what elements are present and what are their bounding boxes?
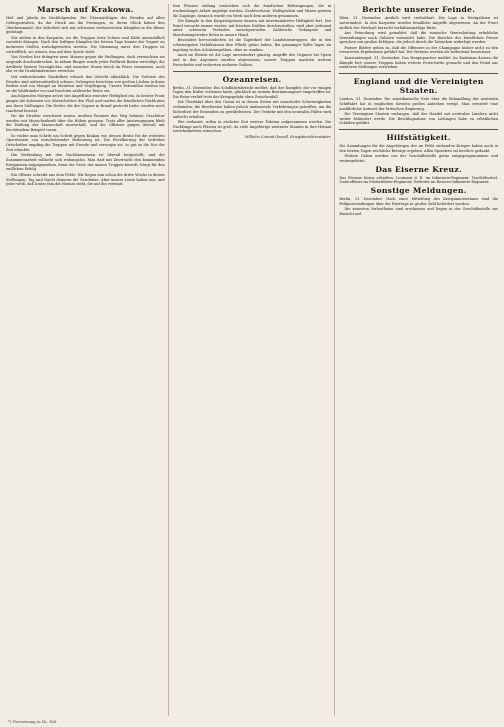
article-heading: Marsch auf Krakowa. — [37, 5, 134, 14]
columns — [6, 4, 498, 716]
paragraph: Wien, 31. Dezember. Amtlich wird verlautbart: Die Lage in Westgalizien ist unverändert. In den Karpaten wurden feindliche Angriffe abgewiesen. An der Front südlich der Weichsel herrscht verhältnismäßige Ruhe. — [339, 16, 499, 30]
footnote: *) Fortsetzung in Nr. 366. — [8, 719, 58, 724]
article-heading: Berichte unserer Feinde. — [362, 5, 476, 14]
paragraph: Wir stehen in den Karpaten, wo die Truppen trotz Schnee und Kälte unermüdlich vorwärts drängen. Nach den heftigen Kämpfen der letzten Tage konnte der Gegner an mehreren Stellen zurückgeworfen werden. Die Stimmung unter den Truppen ist vortrefflich, sie wissen, was auf dem Spiele steht. — [6, 35, 165, 54]
paragraph: Von Norden her drängten neue Massen gegen die Stellungen, doch vermochten sie nirgends durchzubrechen. In zähem Ringen wurde jeder Fußbreit Boden verteidigt; die Artillerie leistete Vorzügliches, und mancher Sturm brach im Feuer zusammen, noch ehe er die Drahthindernisse erreichte. — [6, 55, 165, 74]
paragraph: Die Überfahrt über den Ozean ist in diesen Zeiten mit mancherlei Schwierigkeiten verbunden; die Reedereien haben jedoch umfassende Vorkehrungen getroffen, um die Sicherheit der Reisenden zu gewährleisten. Der Verkehr mit den neutralen Häfen wird aufrecht erhalten. — [172, 100, 332, 119]
paragraph: Die Kämpfe in den Karpatenpässen dauern mit unverminderter Heftigkeit fort. Der Feind versucht immer wieder, mit frischen Kräften durchzustoßen, wird aber jedesmal unter schweren Verlusten zurückgeworfen. Zahlreiche Gefangene und Maschinengewehre fielen in unsere Hand. — [172, 18, 332, 38]
paragraph: Am folgenden Morgen setzte der Angriff mit erneuter Heftigkeit ein. In breiter Front gingen die Kolonnen vor, überschritten den Fluß und warfen die feindlichen Nachhuten aus ihren Stellungen. Die Dörfer, die der Gegner in Brand gesteckt hatte, wurden noch rauchend besetzt. — [6, 94, 165, 113]
paragraph: Ein Offizier schreibt aus dem Felde: Wir liegen nun schon die dritte Woche in diesen Stellungen; Tag und Nacht donnern die Geschütze. Aber unsere Leute halten aus, und jeder weiß, daß hinter ihm die Heimat steht, die auf ihn vertraut. — [6, 172, 165, 187]
column-1 — [6, 4, 169, 716]
article-heading: Ozeanreisen. — [222, 74, 282, 84]
paragraph: Wo die Straßen verschneit waren, mußten Pioniere den Weg bahnen; Geschütze wurden mit Menschenkraft über die Höhen gezogen. Trotz aller Anstrengungen blieb die Haltung der Mannschaft musterhaft, und die Offiziere gingen überall mit leuchtendem Beispiel voran. — [6, 113, 165, 133]
article-heading: Das Eiserne Kreuz. — [375, 164, 462, 174]
paragraph: Den Flüssen entlang erstrecken sich die feindlichen Befestigungen, die in wochenlanger Arbeit angelegt wurden. Drahtverhaue, Wolfsgruben und Minen sperren die Zugänge; dennoch wurde ein Werk nach dem anderen genommen. — [172, 4, 332, 18]
paragraph: Weitere Gaben werden von der Geschäftsstelle gerne entgegengenommen und weitergeleitet. — [339, 154, 499, 163]
paragraph: Berlin, 31. Dezember. Nach einer Mitteilung des Kriegsministeriums sind die Feldpostsendungen über die Feiertage in großer Zahl befördert worden. — [339, 197, 499, 206]
paragraph: Besonders hervorzuheben ist die Tapferkeit der Landsturmtruppen, die in den schwierigsten Verhältnissen ihre Pflicht getan haben. Bei grimmiger Kälte lagen sie tagelang in den Schützengräben, ohne zu wanken. — [172, 38, 332, 52]
divider — [173, 71, 332, 72]
paragraph: Die Verbindung mit den Nachbararmeen ist überall hergestellt, und die Zusammenarbeit vollzieht sich reibungslos. Man darf mit Zuversicht den kommenden Ereignissen entgegensehen, denn der Geist, der unsere Truppen beseelt, bürgt für den endlichen Erfolg. — [6, 153, 165, 172]
paragraph: Pariser Blätter geben zu, daß die Offensive in der Champagne bisher nicht zu den erwarteten Ergebnissen geführt hat. Die Verluste werden als bedeutend bezeichnet. — [339, 45, 499, 55]
paragraph: Das Eiserne Kreuz erhielten: Leutnant d. R. im Infanterie-Regiment; Vizefeldwebel; Unteroffizier im Feldartillerie-Regiment; Gefreiter im Reserve-Infanterie-Regiment. — [339, 175, 499, 185]
paragraph: Wie verlautet, sollen in nächster Zeit weitere Fahrten aufgenommen werden. Die Nachfrage nach Plätzen ist groß, da viele Angehörige neutraler Staaten in ihre Heimat zurückzukehren wünschen. — [172, 119, 332, 134]
paragraph: Konstantinopel, 31. Dezember. Das Hauptquartier meldet: Im Kaukasus dauern die Kämpfe fort; unsere Truppen haben weitere Fortschritte gemacht und den Feind aus mehreren Stellungen vertrieben. — [339, 55, 499, 70]
paragraph: Heil und Jubeln im Nachfolgenden. Die Übermächtigen des Feindes auf allen Gebirgsstraßen, da der Druck um die Festungen, zu ihrem Glück haben den Oberkommand; der Mittelteil sich mit schweren verlustreichen Kämpfen in die Ebene gedrängt. — [6, 16, 165, 35]
article-heading: England und die Vereinigten Staaten. — [353, 77, 484, 96]
article-heading: Sonstige Meldungen. — [370, 186, 467, 196]
signature: Wilhelm Conrad Gomoll, Kriegsberichterstatter. — [245, 134, 332, 139]
paragraph: Die Sammlungen für die Angehörigen der im Felde stehenden Krieger haben auch in den letzten Tagen reichliche Beträge ergeben. Allen Spendern sei herzlich gedankt. — [339, 144, 499, 153]
divider — [339, 129, 498, 130]
paragraph: Die neuesten Verlustlisten sind erschienen und liegen in der Geschäftsstelle zur Einsicht auf. — [339, 207, 499, 217]
paragraph: Mit einbrechender Dunkelheit erlosch das Gefecht allmählich. Die Verluste des Feindes sind außerordentlich schwer; Gefangene berichten von großen Lücken in ihren Reihen und von Mangel an Munition und Verpflegung. Unsere Patrouillen stießen bis an die Waldränder vor und brachten zahlreiche Beute ein. — [6, 74, 165, 94]
article-heading: Hilfstätigkeit. — [386, 133, 451, 143]
paragraph: Die Vereinigten Staaten verlangen, daß der Handel mit neutralen Ländern nicht weiter behindert werde. Die Beschlagnahme von Ladungen habe zu erheblichen Schäden geführt. — [339, 111, 499, 126]
paragraph: Berlin, 31. Dezember. Ein Schiffahrtsbericht meldet, daß der Dampfer, der vor einigen Tagen den Hafen verlassen hatte, glücklich an seinem Bestimmungsort eingetroffen ist. Die Reise verlief trotz der Kriegsgefahr ohne Zwischenfall. — [172, 85, 332, 100]
paragraph: London, 31. Dezember. Die amerikanische Note über die Behandlung der neutralen Schiffahrt hat in englischen Kreisen großes Aufsehen erregt. Man erwartet eine ausführliche Antwort der britischen Regierung. — [339, 97, 499, 111]
paragraph: Auch im Westen ist die Lage unverändert günstig. Angriffe des Gegners bei Ypern und in den Argonnen wurden abgewiesen; unsere Truppen machten weitere Fortschritte und eroberten mehrere Gräben. — [172, 53, 332, 67]
column-2 — [173, 4, 336, 716]
paragraph: Aus Petersburg wird gemeldet, daß die russische Heeresleitung erhebliche Verstärkungen nach Galizien entsendet habe. Die Berichte der feindlichen Presse sprechen von großen Erfolgen, die jedoch durch die Tatsachen widerlegt werden. — [339, 30, 499, 45]
divider — [339, 73, 498, 74]
column-3 — [339, 4, 498, 716]
paragraph: So rückte man Schritt um Schritt gegen Krakau vor, dessen Besitz für die weiteren Operationen von entscheidender Bedeutung ist. Die Bevölkerung der befreiten Ortschaften empfing die Truppen mit Freude und versorgte sie, so gut es die Not der Zeit erlaubte. — [6, 133, 165, 152]
